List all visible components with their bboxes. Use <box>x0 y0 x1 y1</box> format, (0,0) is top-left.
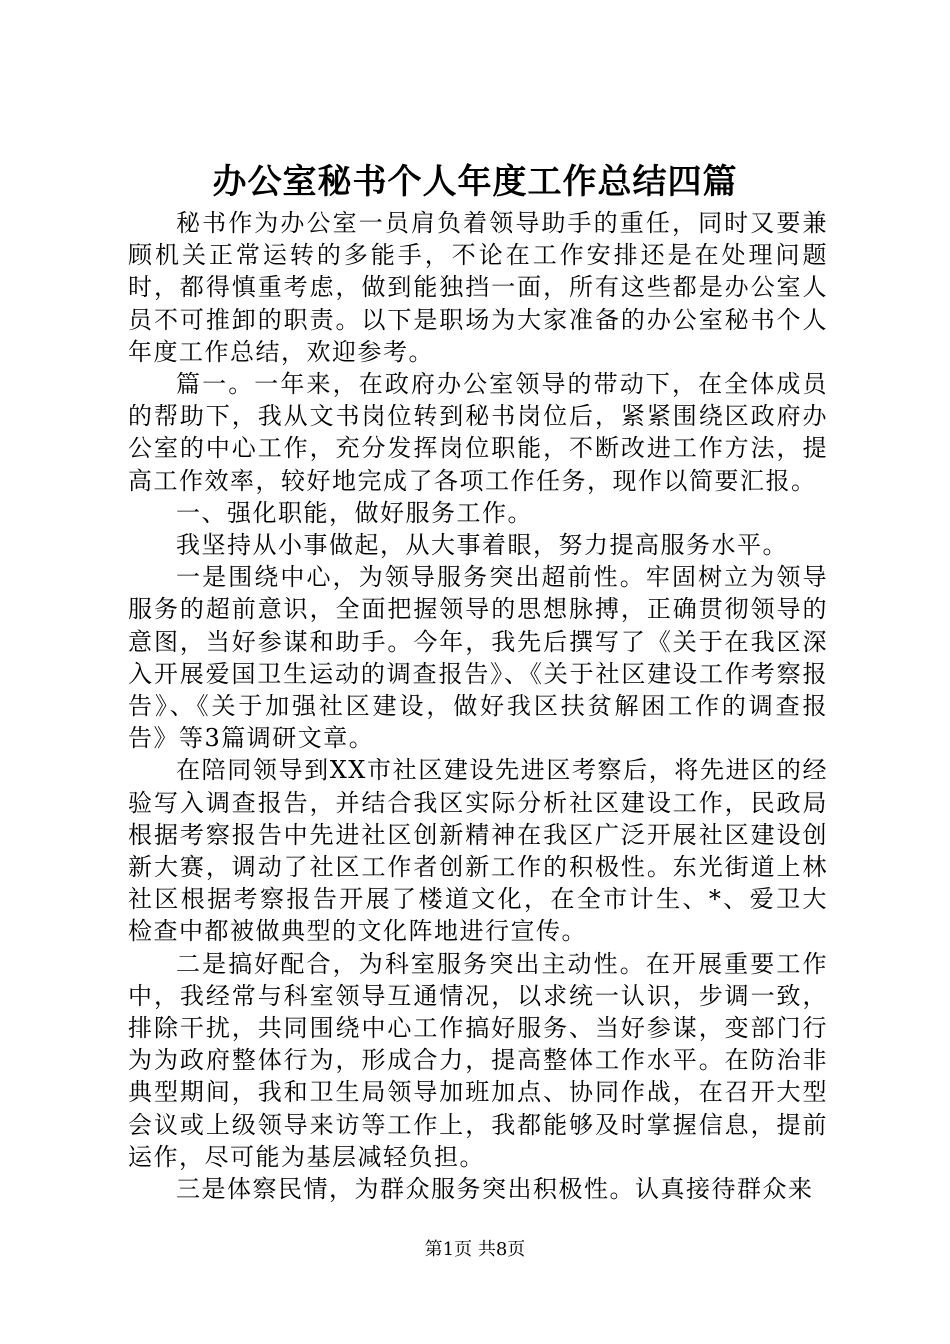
paragraph-part-one: 篇一。一年来，在政府办公室领导的带动下，在全体成员的帮助下，我从文书岗位转到秘书岗位后，紧紧围绕区政府办公室的中心工作，充分发挥岗位职能，不断改进工作方法，提高工作效率，较好地完成了各项工作任务，现作以简要汇报。 <box>128 370 828 495</box>
paragraph: 在陪同领导到XX市社区建设先进区考察后，将先进区的经验写入调查报告，并结合我区实际分析社区建设工作，民政局根据考察报告中先进社区创新精神在我区广泛开展社区建设创新大赛，调动了社区工作者创新工作的积极性。东光街道上林社区根据考察报告开展了楼道文化，在全市计生、*、爱卫大检查中都被做典型的文化阵地进行宣传。 <box>128 756 828 946</box>
paragraph-intro: 秘书作为办公室一员肩负着领导助手的重任，同时又要兼顾机关正常运转的多能手，不论在工作安排还是在处理问题时，都得慎重考虑，做到能独挡一面，所有这些都是办公室人员不可推卸的职责。以下是职场为大家准备的办公室秘书个人年度工作总结，欢迎参考。 <box>128 209 828 366</box>
paragraph: 一是围绕中心，为领导服务突出超前性。牢固树立为领导服务的超前意识，全面把握领导的思想脉搏，正确贯彻领导的意图，当好参谋和助手。今年，我先后撰写了《关于在我区深入开展爱国卫生运动的调查报告》、《关于社区建设工作考察报告》、《关于加强社区建设，做好我区扶贫解困工作的调查报告》等3篇调研文章。 <box>128 563 828 753</box>
document-body <box>128 207 828 1205</box>
paragraph: 二是搞好配合，为科室服务突出主动性。在开展重要工作中，我经常与科室领导互通情况，以求统一认识，步调一致，排除干扰，共同围绕中心工作搞好服务、当好参谋，变部门行为为政府整体行为，形成合力，提高整体工作水平。在防治非典型期间，我和卫生局领导加班加点、协同作战，在召开大型会议或上级领导来访等工作上，我都能够及时掌握信息，提前运作，尽可能为基层减轻负担。 <box>128 949 828 1171</box>
document-title: 办公室秘书个人年度工作总结四篇 <box>212 162 738 202</box>
paragraph: 三是体察民情，为群众服务突出积极性。认真接待群众来 <box>176 1175 814 1204</box>
section-heading: 一、强化职能，做好服务工作。 <box>176 498 533 527</box>
page-number-footer: 第1页 共8页 <box>424 1239 526 1260</box>
paragraph: 我坚持从小事做起，从大事着眼，努力提高服务水平。 <box>176 531 788 560</box>
